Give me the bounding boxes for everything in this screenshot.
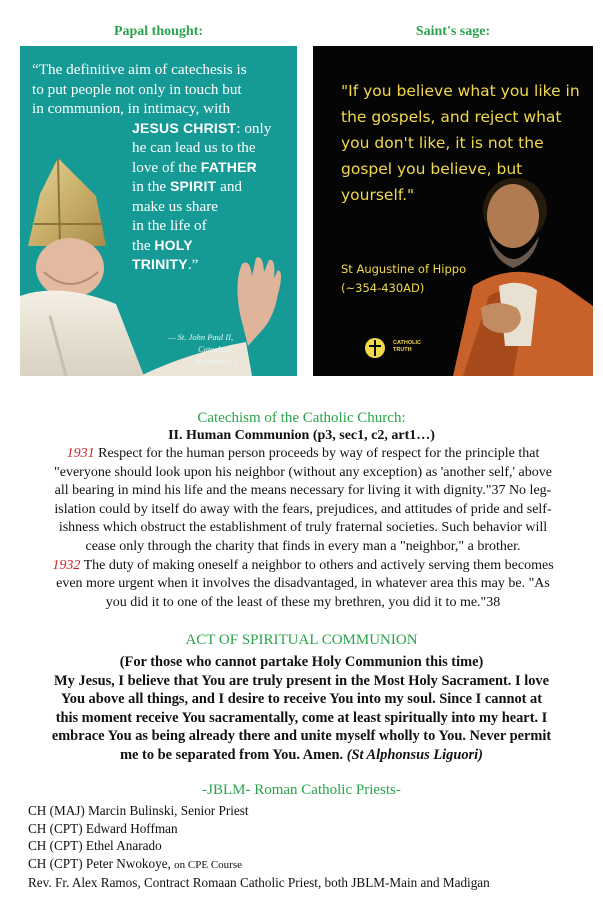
saint-quote-line: the gospels, and reject what [341, 108, 562, 126]
priest-note: on CPE Course [174, 858, 242, 871]
act-line: (For those who cannot partake Holy Communion this time) [119, 654, 484, 670]
catechism-line: islation could by itself do away with the fears, prejudices, and attitudes of pride and self- [54, 501, 552, 517]
papal-quote-line: JESUS CHRIST: only [132, 119, 272, 137]
saints-sage-heading: Saint's sage: [415, 24, 491, 39]
act-line: embrace You as being already there and unite myself wholly to You. Never permit [51, 728, 552, 745]
saint-caption: St Augustine of Hippo (~354-430AD) [341, 262, 467, 295]
catechism-line: "everyone should look upon his neighbor (without any exception) as 'another self,' above [54, 464, 552, 480]
catechism-line: 1932 The duty of making oneself a neighbor to others and actively serving them becomes [52, 557, 554, 573]
catechism-body [38, 445, 568, 612]
paragraph-number: 1932 [52, 557, 81, 573]
papal-quote-line: make us share [132, 197, 219, 215]
priest-list [28, 802, 490, 892]
act-line: me to be separated from You. Amen. (St Alphonsus Liguori) [120, 746, 483, 763]
priest-list-item: CH (CPT) Ethel Anarado [28, 838, 162, 854]
act-signature: (St Alphonsus Liguori) [346, 746, 483, 763]
saint-quote-line: you don't like, it is not the [341, 134, 544, 152]
papal-quote-line: love of the FATHER [132, 158, 257, 176]
saint-quote-line: yourself." [341, 186, 415, 204]
saint-quote-line: gospel you believe, but [341, 160, 523, 178]
catechism-line: ishness which obstruct the establishment of truly fraternal societies. Such behavior will [58, 520, 548, 536]
act-line: You above all things, and I desire to receive You into my soul. Since I cannot at [60, 691, 543, 708]
catechism-line: all bearing in mind his life and the means necessary for living it with dignity."37 No leg- [54, 483, 552, 499]
act-line: My Jesus, I believe that You are truly present in the Most Holy Sacrament. I love [54, 672, 549, 689]
jblm-priests-title: -JBLM- Roman Catholic Priests- [202, 782, 401, 798]
saint-quote-line: "If you believe what you like in [341, 82, 580, 100]
papal-quote-line: in communion, in intimacy, with [32, 100, 231, 117]
priest-list-item: CH (CPT) Peter Nwokoye, on CPE Course [28, 855, 242, 871]
catholic-truth-logo: CATHOLIC TRUTH [393, 340, 422, 353]
catechism-title: Catechism of the Catholic Church: [197, 410, 406, 426]
papal-quote-line: “The definitive aim of catechesis is [32, 61, 247, 78]
catechism-line: you did it to one of the least of these my brethren, you did it to me."38 [105, 594, 501, 610]
saint-quote-image [313, 46, 593, 376]
papal-quote-line: the HOLY [132, 236, 193, 254]
act-of-communion-title: ACT OF SPIRITUAL COMMUNION [185, 632, 418, 648]
catechism-subtitle: II. Human Communion (p3, sec1, c2, art1…) [168, 428, 435, 443]
papal-quote-line: in the SPIRIT and [132, 178, 243, 195]
priest-list-item: Rev. Fr. Alex Ramos, Contract Romaan Catholic Priest, both JBLM-Main and Madigan [28, 875, 490, 891]
paragraph-number: 1931 [66, 446, 95, 461]
priest-list-item: CH (CPT) Edward Hoffman [28, 820, 178, 836]
act-of-communion-body [24, 653, 579, 765]
act-line: this moment receive You sacramentally, come at least spiritually into my heart. I [55, 709, 548, 726]
catechism-line: 1931 Respect for the human person proceeds by way of respect for the principle that [66, 446, 540, 461]
papal-quote-image [20, 46, 297, 376]
papal-quote-line: TRINITY.” [132, 256, 199, 273]
papal-quote-line: in the life of [132, 217, 207, 234]
papal-quote-line: to put people not only in touch but [32, 80, 242, 98]
priest-list-item: CH (MAJ) Marcin Bulinski, Senior Priest [28, 803, 249, 818]
papal-quote-line: he can lead us to the [132, 139, 256, 156]
papal-quote-attribution: — St. John Paul II, Catechesi Tradendae, 5 [168, 332, 239, 366]
catechism-line: cease only through the charity that finds in every man a "neighbor," a brother. [85, 538, 521, 554]
catechism-line: even more urgent when it involves the disadvantaged, in whatever area this may be. "As [56, 576, 550, 592]
papal-thought-heading: Papal thought: [113, 24, 204, 39]
